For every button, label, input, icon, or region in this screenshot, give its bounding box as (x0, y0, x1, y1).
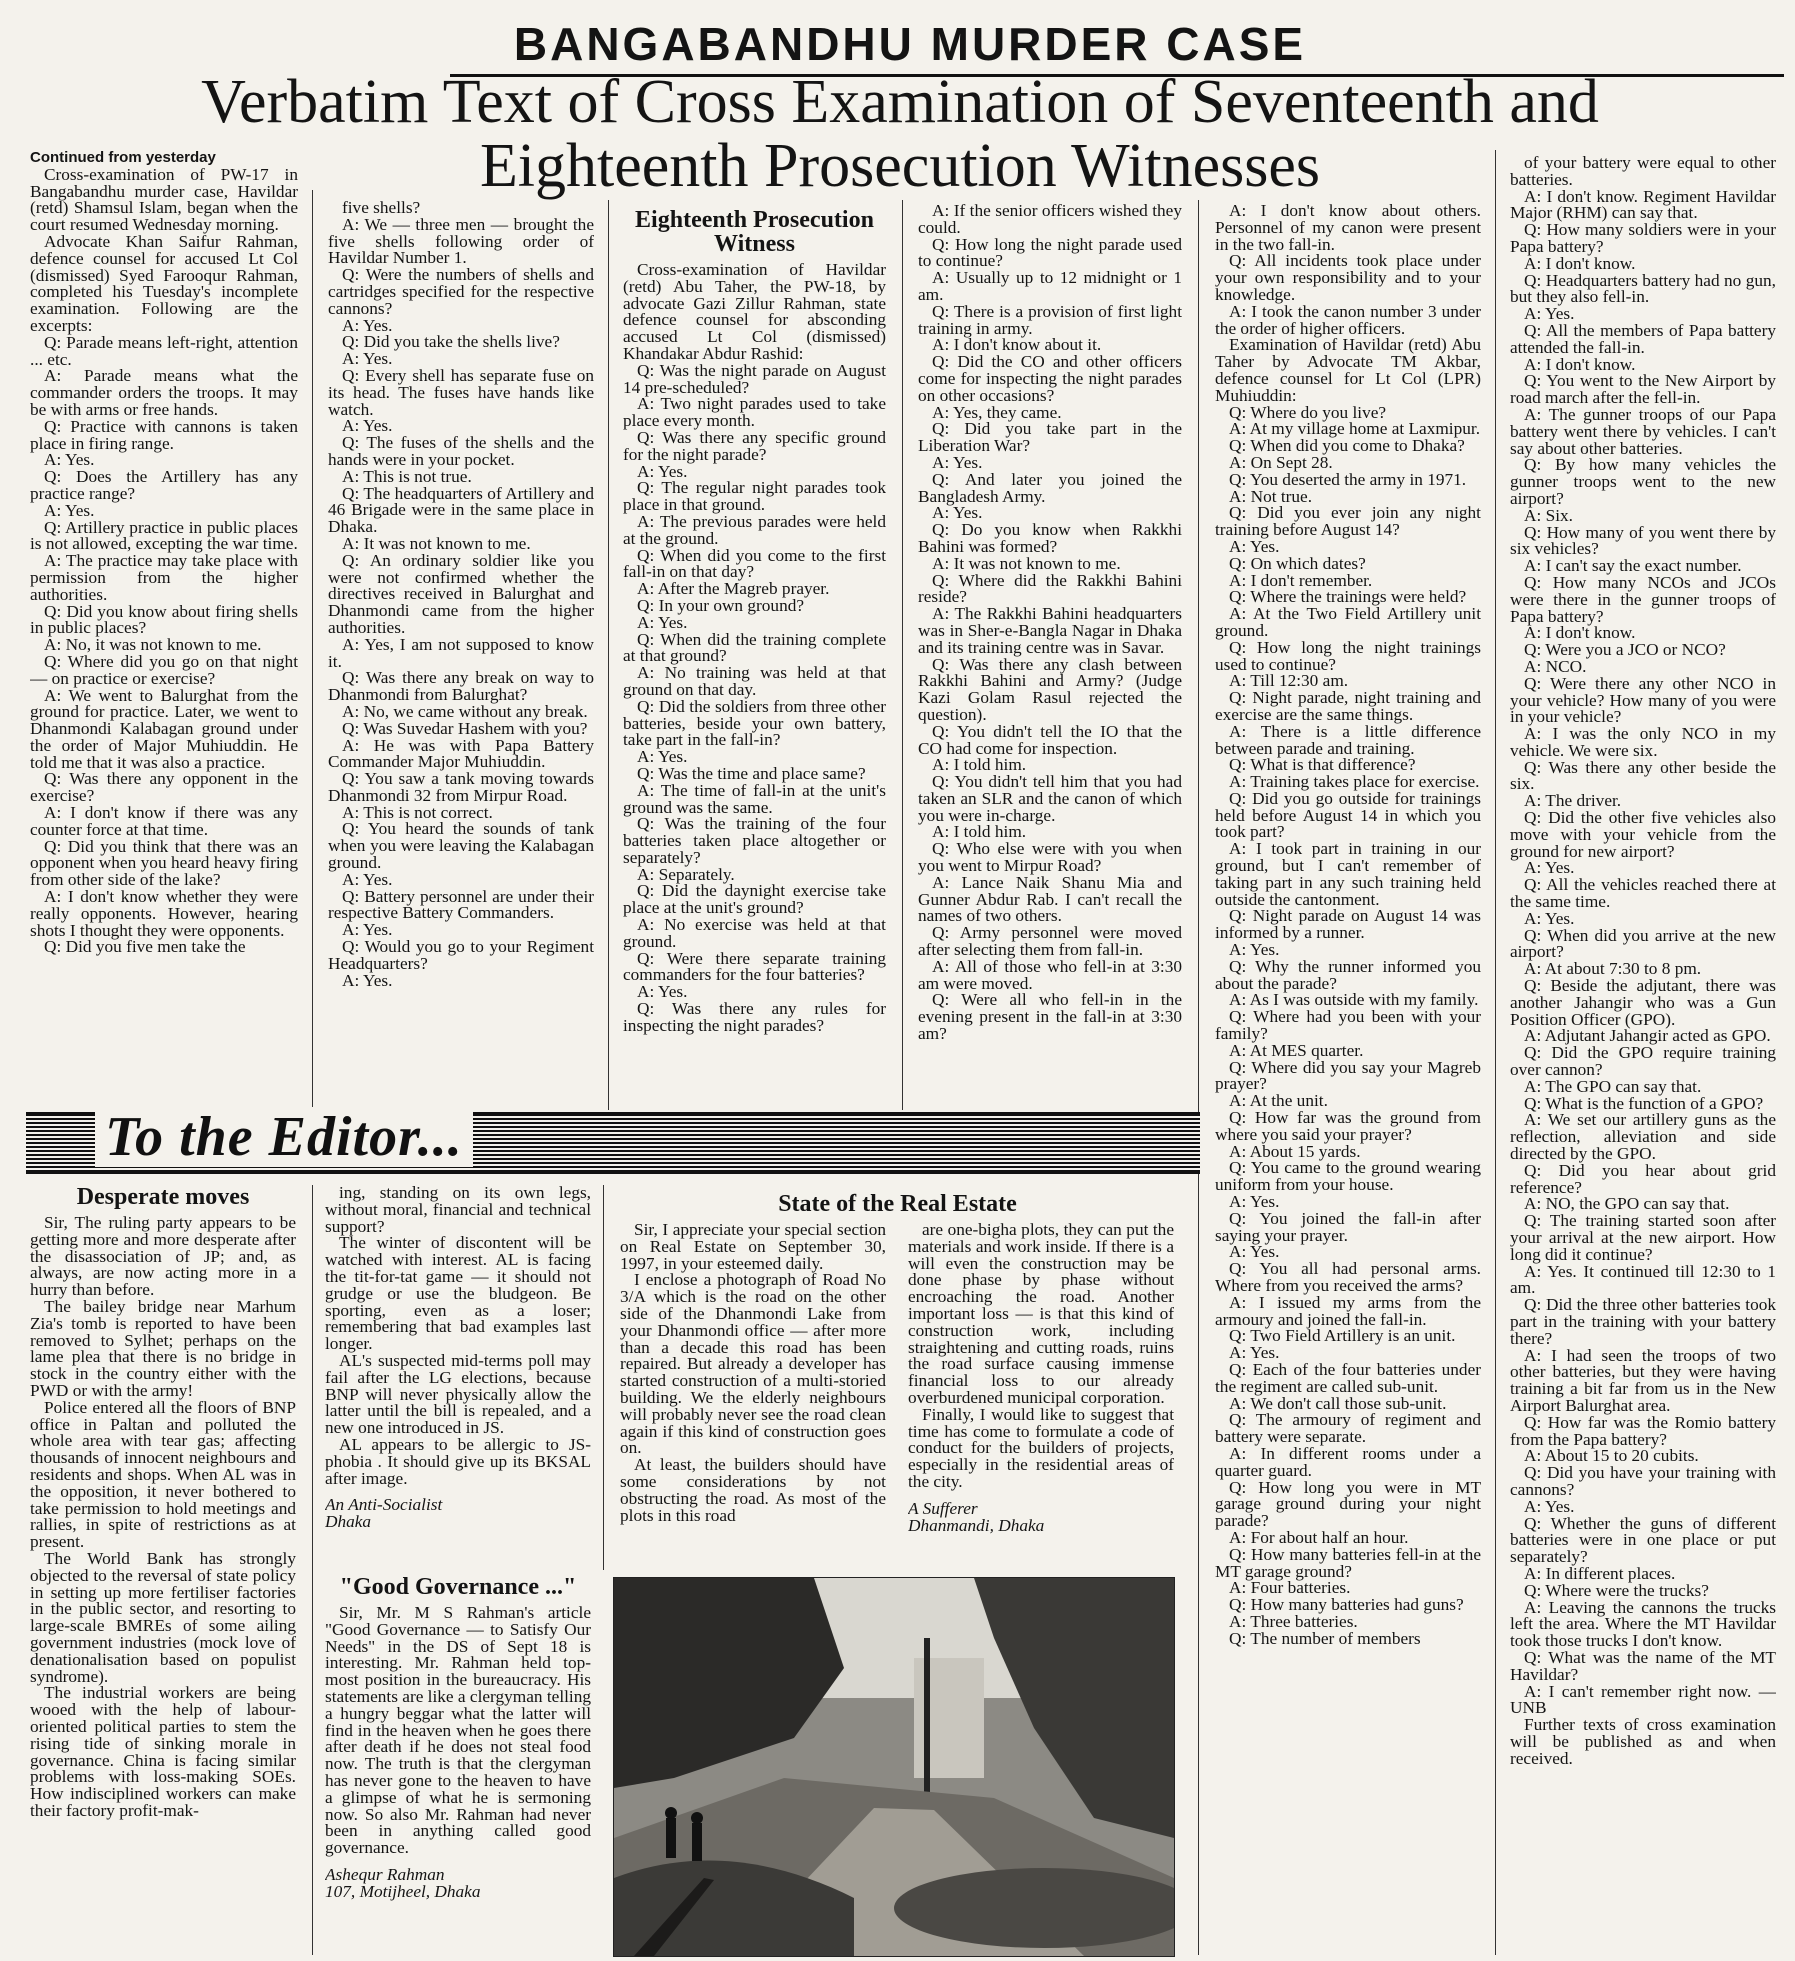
paragraph: Q: All the members of Papa battery attended the fall-in. (1510, 320, 1776, 357)
paragraph: Q: When did you come to the first fall-in on that day? (623, 545, 886, 582)
letter-good-governance (325, 1575, 591, 1955)
paragraph: Q: On which dates? (1229, 553, 1366, 573)
paragraph: Q: How many soldiers were in your Papa battery? (1510, 220, 1776, 256)
paragraph: A: About 15 to 20 cubits. (1524, 1446, 1699, 1466)
paragraph: A: At the Two Field Artillery unit ground. (1215, 604, 1481, 640)
paragraph: Q: When did the training complete at that ground? (623, 629, 886, 666)
paragraph: Q: How many batteries had guns? (1229, 1595, 1464, 1615)
letter-signature: A Sufferer (908, 1498, 978, 1518)
paragraph: Q: When did you come to Dhaka? (1229, 436, 1465, 456)
paragraph: A: Yes. (44, 450, 95, 470)
paragraph: five shells? (342, 200, 421, 217)
paragraph: A: Six. (1524, 505, 1573, 525)
paragraph: Q: In your own ground? (637, 595, 805, 615)
paragraph: Q: How many of you went there by six vehicles? (1510, 522, 1776, 559)
paragraph: A: I don't know. Regiment Havildar Major (RHM) can say that. (1510, 186, 1776, 223)
paragraph: The winter of discontent will be watched with interest. AL is facing the tit-for-tat game — it should not grudge or use the bludgeon. Be sporting, even as a loser; remembering that bad examples last longer. (325, 1233, 591, 1354)
paragraph: Q: Was there any opponent in the exercise? (30, 769, 298, 806)
paragraph: A: I can't say the exact number. (1524, 556, 1742, 576)
paragraph: Q: How long you were in MT garage ground during your night parade? (1215, 1477, 1481, 1531)
paragraph: A: I took the canon number 3 under the order of higher officers. (1215, 301, 1481, 338)
column-rule (902, 200, 903, 1110)
paragraph: A: I don't know whether they were really opponents. However, hearing shots I thought they were opponents. (30, 887, 298, 940)
paragraph: A: The Rakkhi Bahini headquarters was in Sher-e-Bangla Nagar in Dhaka and its training centre was in Savar. (918, 604, 1182, 657)
editor-banner-title: To the Editor... (95, 1107, 473, 1167)
paragraph: Q: Were there separate training commanders for the four batteries? (623, 948, 886, 985)
paragraph: Q: Where did the Rakkhi Bahini reside? (918, 570, 1182, 607)
paragraph: A: The gunner troops of our Papa battery went there by vehicles. I can't say about other batteries. (1510, 404, 1776, 458)
paragraph: I enclose a photograph of Road No 3/A which is the road on the other side of the Dhanmondi Lake from your Dhanmondi office — after more than a decade this road has been repaired. But already a developer has started construction of a multi-storied building. We the elderly neighbours will probably never see the road clean again if this kind of construction goes on. (620, 1270, 886, 1458)
paragraph: A: Yes. (1229, 536, 1280, 556)
paragraph: Q: How long the night trainings used to continue? (1215, 637, 1481, 674)
road-photograph (613, 1577, 1175, 1957)
paragraph: A: We set our artillery guns as the reflection, alleviation and side directed by the GPO. (1510, 1110, 1776, 1164)
paragraph: Q: Artillery practice in public places is not allowed, excepting the war time. (30, 517, 298, 554)
paragraph: Q: Were you a JCO or NCO? (1524, 640, 1726, 660)
paragraph: Q: Would you go to your Regiment Headquarters? (328, 937, 594, 973)
letter-place: 107, Motijheel, Dhaka (325, 1881, 481, 1901)
paragraph: Q: What is the function of a GPO? (1524, 1093, 1764, 1113)
paragraph: A: The GPO can say that. (1524, 1076, 1702, 1096)
paragraph: A: Yes. (1524, 858, 1575, 878)
paragraph: A: After the Magreb prayer. (637, 579, 830, 599)
paragraph: A: I had seen the troops of two other batteries, but they were having training a bit far from us in the New Airport Balurghat area. (1510, 1345, 1776, 1415)
letter-signature: Ashequr Rahman (325, 1864, 445, 1884)
paragraph: Q: Two Field Artillery is an unit. (1229, 1326, 1456, 1346)
paragraph: Q: The regular night parades took place in that ground. (623, 478, 886, 515)
paragraph: A: Yes. (1524, 908, 1575, 928)
paragraph: Q: You saw a tank moving towards Dhanmondi 32 from Mirpur Road. (328, 769, 594, 805)
paragraph: Q: Do you know when Rakkhi Bahini was formed? (918, 520, 1182, 556)
paragraph: A: About 15 yards. (1229, 1141, 1361, 1161)
paragraph: A: Usually up to 12 midnight or 1 am. (918, 268, 1182, 304)
paragraph: A: Yes, they came. (932, 402, 1062, 422)
paragraph: Q: You didn't tell the IO that the CO had come for inspection. (918, 721, 1182, 758)
paragraph: Finally, I would like to suggest that time has come to formulate a code of conduct for the builders of projects, especially in the residential areas of the city. (908, 1404, 1174, 1491)
paragraph: ing, standing on its own legs, without moral, financial and technical support? (325, 1185, 591, 1236)
column-rule (1198, 200, 1199, 1955)
paragraph: A: Yes. (637, 461, 688, 481)
paragraph: Cross-examination of PW-17 in Bangabandhu murder case, Havildar (retd) Shamsul Islam, began when the court resumed Wednesday morning. (30, 164, 298, 235)
paragraph: A: There is a little difference between parade and training. (1215, 721, 1481, 758)
paragraph: A: The practice may take place with permission from the higher authorities. (30, 551, 298, 604)
paragraph: Q: Did you five men take the (44, 937, 246, 957)
paragraph: AL appears to be allergic to JS-phobia . It should give up its BKSAL after image. (325, 1434, 591, 1488)
letter-desperate-moves (30, 1185, 296, 1955)
paragraph: A: Yes. (342, 920, 393, 940)
paragraph: Q: Where did you say your Magreb prayer? (1215, 1057, 1481, 1094)
paragraph: Q: Was there any other beside the six. (1510, 757, 1776, 794)
paragraph: Q: Night parade, night training and exercise are the same things. (1215, 688, 1481, 724)
paragraph: Q: Was Suvedar Hashem with you? (342, 718, 588, 738)
paragraph: Cross-examination of Havildar (retd) Abu Taher, the PW-18, by advocate Gazi Zillur Rahman, state defence counsel for absconding accused Lt Col (dismissed) Khandakar Abdur Rashid: (623, 260, 886, 363)
paragraph: Q: Were there any other NCO in your vehicle? How many of you were in your vehicle? (1510, 673, 1776, 727)
paragraph: A: Yes. (932, 503, 983, 523)
column-rule (1495, 150, 1496, 1955)
paragraph: Q: Every shell has separate fuse on its head. The fuses have hands like watch. (328, 365, 594, 419)
paragraph: A: Yes. (44, 500, 95, 520)
paragraph: A: I told him. (932, 755, 1027, 775)
paragraph: Q: Was the night parade on August 14 pre-scheduled? (623, 360, 886, 397)
paragraph: Q: Did you think that there was an opponent when you heard heavy firing from other side of the lake? (30, 836, 298, 890)
paragraph: A: Yes. (1229, 1242, 1280, 1262)
paragraph: Q: The number of members (1229, 1628, 1421, 1648)
paragraph: Q: And later you joined the Bangladesh Army. (918, 469, 1182, 506)
letter-signature: An Anti-Socialist (325, 1495, 443, 1515)
article-column-6 (1510, 155, 1776, 1955)
paragraph: AL's suspected mid-terms poll may fail after the LG elections, because BNP will never physically allow the latter until the bill is repealed, and a new one introduced in JS. (325, 1350, 591, 1438)
paragraph: A: Yes. (1229, 1343, 1280, 1363)
paragraph: Q: Beside the adjutant, there was another Jahangir who was a Gun Position Officer (GPO). (1510, 976, 1776, 1029)
paragraph: Q: You didn't tell him that you had taken an SLR and the canon of which you were in-charge. (918, 772, 1182, 825)
paragraph: A: Yes. (1229, 940, 1280, 960)
paragraph: Q: Army personnel were moved after selecting them from fall-in. (918, 923, 1182, 960)
paragraph: Q: An ordinary soldier like you were not confirmed whether the directives received in Balurghat and Dhanmondi came from the higher authorities. (328, 550, 594, 637)
paragraph: Q: Where do you live? (1229, 402, 1387, 422)
paragraph: A: As I was outside with my family. (1229, 990, 1479, 1010)
paragraph: A: For about half an hour. (1229, 1527, 1409, 1547)
paragraph: Advocate Khan Saifur Rahman, defence counsel for accused Lt Col (dismissed) Syed Farooqur Rahman, completed his Tuesday's incomplete examination. Following are the excerpts: (30, 231, 298, 335)
article-column-1 (30, 150, 298, 1112)
paragraph: A: Yes. (1229, 1192, 1280, 1212)
paragraph: Q: Where had you been with your family? (1215, 1007, 1481, 1044)
paragraph: A: I don't know. (1524, 354, 1636, 374)
paragraph: Q: Did you ever join any night training before August 14? (1215, 503, 1481, 540)
paragraph: A: The previous parades were held at the ground. (623, 511, 886, 548)
paragraph: Q: Where did you go on that night — on practice or exercise? (30, 651, 298, 688)
paragraph: A: All of those who fell-in at 3:30 am were moved. (918, 956, 1182, 993)
paragraph: A: Yes. (932, 452, 983, 472)
paragraph: are one-bigha plots, they can put the materials and work inside. If there is a will even the construction may be done phase by phase without encroaching the road. Another important loss — is that this kind of construction work, including straightening and cutting roads, ruins the road surface causing immense financial loss to our already overburdened municipal corporation. (908, 1222, 1174, 1407)
paragraph: A: Yes. (1524, 1496, 1575, 1516)
paragraph: Q: How many batteries fell-in at the MT garage ground? (1215, 1544, 1481, 1581)
paragraph: A: Yes. (342, 970, 393, 990)
column-rule (603, 1185, 604, 1570)
paragraph: A: This is not correct. (342, 802, 493, 822)
paragraph: A: It was not known to me. (932, 553, 1121, 573)
paragraph: Q: Where were the trucks? (1524, 1580, 1709, 1600)
paragraph: A: It was not known to me. (342, 533, 531, 553)
paragraph: A: Adjutant Jahangir acted as GPO. (1524, 1026, 1771, 1046)
letter-title: "Good Governance ..." (339, 1575, 577, 1600)
letter-place: Dhanmandi, Dhaka (908, 1515, 1045, 1535)
paragraph: The World Bank has strongly objected to the reversal of state policy in setting up more fertiliser factories in the public sector, and resorting to large-scale BMREs of some ailing government industries (mock love of denationalisation based on populist syndrome). (30, 1548, 296, 1686)
paragraph: Q: Was there any specific ground for the night parade? (623, 427, 886, 464)
paragraph: A: No exercise was held at that ground. (623, 915, 886, 951)
paragraph: Q: Were the numbers of shells and cartridges specified for the respective cannons? (328, 265, 594, 318)
paragraph: A: Till 12:30 am. (1229, 671, 1349, 691)
paragraph: Q: What is that difference? (1229, 755, 1416, 775)
paragraph: Q: Did the three other batteries took part in the training with your battery there? (1510, 1295, 1776, 1348)
paragraph: A: I told him. (932, 822, 1027, 842)
paragraph: Q: Battery personnel are under their respective Battery Commanders. (328, 886, 594, 923)
paragraph: Q: Night parade on August 14 was informed by a runner. (1215, 906, 1481, 943)
letter-title: Desperate moves (76, 1185, 250, 1210)
paragraph: A: Yes. (637, 982, 688, 1002)
paragraph: Q: Was there any break on way to Dhanmondi from Balurghat? (328, 668, 594, 705)
paragraph: A: Not true. (1229, 486, 1313, 506)
paragraph: Q: The fuses of the shells and the hands were in your pocket. (328, 433, 594, 469)
paragraph: A: Yes. (1524, 304, 1575, 324)
paragraph: A: I don't know if there was any counter force at that time. (30, 803, 298, 839)
paragraph: Q: Was there any clash between Rakkhi Bahini and Army? (Judge Kazi Golam Rasul rejected the question). (918, 654, 1182, 724)
paragraph: Q: The training started soon after your arrival at the new airport. How long did it continue? (1510, 1211, 1776, 1264)
paragraph: Q: Who else were with you when you went to Mirpur Road? (918, 839, 1182, 876)
paragraph: The bailey bridge near Marhum Zia's tomb is reported to have been removed to Sylhet; perhaps on the lame plea that there is no bridge in stock in the country either with the PWD or with the army! (30, 1296, 296, 1400)
paragraph: Q: You joined the fall-in after saying your prayer. (1215, 1208, 1481, 1245)
paragraph: A: Lance Naik Shanu Mia and Gunner Abdur Rab. I can't recall the names of two others. (918, 872, 1182, 926)
paragraph: A: We — three men — brought the five shells following order of Havildar Number 1. (328, 214, 594, 268)
paragraph: Q: You came to the ground wearing uniform from your house. (1215, 1158, 1481, 1195)
paragraph: A: Yes. (342, 315, 393, 335)
paragraph: Q: Did you have your training with cannons? (1510, 1463, 1776, 1499)
paragraph: A: Yes, I am not supposed to know it. (328, 634, 594, 671)
paragraph: Q: Practice with cannons is taken place in firing range. (30, 416, 298, 453)
paragraph: Q: Was the training of the four batteries taken place altogether or separately? (623, 814, 886, 867)
paragraph: Q: How far was the Romio battery from the Papa battery? (1510, 1412, 1776, 1449)
letter-desperate-moves-continued (325, 1185, 591, 1580)
paragraph: The industrial workers are being wooed with the help of labour-oriented political parties to stem the rising tide of sinking morale in governance. China is facing similar problems with loss-making SOEs. How indisciplined workers can make their factory profit-mak- (30, 1683, 296, 1820)
paragraph: Q: All incidents took place under your own responsibility and to your knowledge. (1215, 251, 1481, 304)
paragraph: A: I can't remember right now. — UNB (1510, 1681, 1776, 1718)
paragraph: A: NCO. (1524, 656, 1587, 676)
paragraph: Q: How many NCOs and JCOs were there in the gunner troops of Papa battery? (1510, 572, 1776, 626)
paragraph: A: Yes. (637, 747, 688, 767)
paragraph: A: We went to Balurghat from the ground for practice. Later, we went to Dhanmondi Kalabagan ground under the order of Major Muhiuddin. He told me that it was also a practice. (30, 685, 298, 772)
paragraph: A: Four batteries. (1229, 1578, 1351, 1598)
paragraph: A: Separately. (637, 864, 735, 884)
paragraph: A: I issued my arms from the armoury and joined the fall-in. (1215, 1292, 1481, 1329)
paragraph: A: Training takes place for exercise. (1229, 772, 1480, 792)
paragraph: Q: By how many vehicles the gunner troops went to the new airport? (1510, 455, 1776, 508)
paragraph: Q: Parade means left-right, attention ... etc. (30, 332, 298, 369)
paragraph: Q: Did the daynight exercise take place at the unit's ground? (623, 881, 886, 918)
letter-real-estate-continued (908, 1222, 1174, 1572)
paragraph: A: Yes. (637, 612, 688, 632)
paragraph: Q: Did the other five vehicles also move with your vehicle from the ground for new airport? (1510, 808, 1776, 861)
paragraph: A: I don't know about others. Personnel of my canon were present in the two fall-in. (1215, 203, 1481, 254)
paragraph: Q: Whether the guns of different batteries were in one place or put separately? (1510, 1513, 1776, 1567)
letter-title-real-estate: State of the Real Estate (778, 1191, 1017, 1217)
paragraph: A: Three batteries. (1229, 1611, 1358, 1631)
main-headline: Verbatim Text of Cross Examination of Seventeenth and Eighteenth Prosecution Witnesses (201, 68, 1599, 200)
paragraph: Sir, Mr. M S Rahman's article "Good Governance — to Satisfy Our Needs" in the DS of Sept 18 is interesting. Mr. Rahman held top-most position in the bureaucracy. His statements are like a clergyman telling a hungry beggar what the latter will find in the heaven when he goes there after death if he does not steal food now. The truth is that the clergyman has never gone to the heaven to have a glimpse of what he is sermoning now. So also Mr. Rahman had never been in anything called good governance. (325, 1603, 591, 1858)
paragraph: A: I don't know. (1524, 253, 1636, 273)
paragraph: Q: Did the CO and other officers come for inspecting the night parades on other occasions? (918, 352, 1182, 405)
paragraph: A: Yes. (342, 869, 393, 889)
paragraph: At least, the builders should have some considerations by not obstructing the road. As most of the plots in this road (620, 1455, 886, 1525)
letter-real-estate (620, 1222, 886, 1572)
kicker-heading: BANGABANDHU MURDER CASE (513, 18, 1307, 70)
paragraph: A: No, we came without any break. (342, 701, 588, 721)
paragraph: Q: There is a provision of first light training in army. (918, 301, 1182, 338)
paragraph: A: At about 7:30 to 8 pm. (1524, 959, 1702, 979)
paragraph: A: Yes. (342, 416, 393, 436)
paragraph: A: Yes. It continued till 12:30 to 1 am. (1510, 1261, 1776, 1298)
paragraph: A: NO, the GPO can say that. (1524, 1194, 1730, 1214)
article-column-2 (328, 200, 594, 1112)
paragraph: Continued from yesterday (30, 150, 216, 166)
paragraph: Q: Did you hear about grid reference? (1510, 1160, 1776, 1197)
paragraph: of your battery were equal to other batteries. (1510, 155, 1776, 189)
paragraph: A: At MES quarter. (1229, 1040, 1364, 1060)
paragraph: Further texts of cross examination will be published as and when received. (1510, 1715, 1776, 1768)
paragraph: A: At the unit. (1229, 1091, 1328, 1111)
paragraph: Sir, The ruling party appears to be getting more and more desperate after the disassociation of JP; and, as always, are now acting more in a hurry than before. (30, 1213, 296, 1300)
paragraph: A: No training was held at that ground on that day. (623, 663, 886, 699)
paragraph: Q: Does the Artillery has any practice range? (30, 467, 298, 503)
paragraph: Q: All the vehicles reached there at the same time. (1510, 875, 1776, 912)
paragraph: Q: Did you take part in the Liberation War? (918, 419, 1182, 456)
paragraph: A: In different rooms under a quarter guard. (1215, 1443, 1481, 1480)
paragraph: A: Two night parades used to take place every month. (623, 394, 886, 431)
column-rule (312, 190, 313, 1110)
article-column-5 (1215, 203, 1481, 1955)
paragraph: A: This is not true. (342, 466, 472, 486)
letter-place: Dhaka (325, 1512, 372, 1532)
paragraph: Q: Why the runner informed you about the parade? (1215, 956, 1481, 993)
paragraph: A: I don't remember. (1229, 570, 1373, 590)
paragraph: A: At my village home at Laxmipur. (1229, 419, 1481, 439)
paragraph: A: If the senior officers wished they could. (918, 203, 1182, 237)
paragraph: Q: The armoury of regiment and battery were separate. (1215, 1410, 1481, 1447)
paragraph: A: I don't know. (1524, 623, 1636, 643)
paragraph: Q: Did you take the shells live? (342, 332, 560, 352)
paragraph: A: Yes. (342, 349, 393, 369)
paragraph: Q: Where the trainings were held? (1229, 587, 1467, 607)
paragraph: Q: Were all who fell-in in the evening present in the fall-in at 3:30 am? (918, 990, 1182, 1044)
paragraph: Q: The headquarters of Artillery and 46 Brigade were in the same place in Dhaka. (328, 483, 594, 537)
column-rule (608, 200, 609, 1110)
paragraph: A: No, it was not known to me. (44, 635, 262, 655)
article-column-3 (623, 208, 886, 1112)
paragraph: A: I was the only NCO in my vehicle. We were six. (1510, 724, 1776, 760)
paragraph: Q: What was the name of the MT Havildar? (1510, 1647, 1776, 1684)
paragraph: Q: Was the time and place same? (637, 763, 866, 783)
paragraph: Q: Did you know about firing shells in public places? (30, 601, 298, 638)
road-photo-illustration (614, 1578, 1174, 1956)
paragraph: Q: How far was the ground from where you said your prayer? (1215, 1108, 1481, 1144)
paragraph: A: The driver. (1524, 791, 1622, 811)
paragraph: A: The time of fall-in at the unit's ground was the same. (623, 780, 886, 817)
paragraph: Q: You deserted the army in 1971. (1229, 469, 1467, 489)
paragraph: A: On Sept 28. (1229, 452, 1333, 472)
paragraph: Q: Each of the four batteries under the regiment are called sub-unit. (1215, 1359, 1481, 1396)
paragraph: Q: When did you arrive at the new airport? (1510, 925, 1776, 962)
paragraph: Q: You went to the New Airport by road march after the fell-in. (1510, 371, 1776, 408)
paragraph: A: I took part in training in our ground, but I can't remember of taking part in any such training held outside the cantonment. (1215, 839, 1481, 909)
paragraph: Q: How long the night parade used to continue? (918, 234, 1182, 271)
paragraph: Q: Was there any rules for inspecting the night parades? (623, 999, 886, 1035)
paragraph: A: He was with Papa Battery Commander Major Muhiuddin. (328, 735, 594, 772)
witness-subheading: Eighteenth Prosecution Witness (635, 208, 874, 257)
paragraph: A: In different places. (1524, 1563, 1676, 1583)
paragraph: Q: You heard the sounds of tank when you were leaving the Kalabagan ground. (328, 819, 594, 873)
paragraph: A: Parade means what the commander orders the troops. It may be with arms or free hands. (30, 366, 298, 419)
article-column-4 (918, 203, 1182, 1112)
paragraph: Q: Did you go outside for trainings held before August 14 in which you took part? (1215, 788, 1481, 842)
paragraph: Q: Headquarters battery had no gun, but they also fell-in. (1510, 270, 1776, 307)
paragraph: A: I don't know about it. (932, 335, 1102, 355)
paragraph: Q: Did the GPO require training over cannon? (1510, 1043, 1776, 1080)
paragraph: Q: Did the soldiers from three other batteries, beside your own battery, take part in the fall-in? (623, 696, 886, 750)
paragraph: A: We don't call those sub-unit. (1229, 1393, 1447, 1413)
paragraph: Police entered all the floors of BNP office in Paltan and polluted the whole area with tear gas; affecting thousands of innocent neighbours and residents and shops. When AL was in the opposition, it never bothered to take permission to hold meetings and rallies, in spite of restrictions as at present. (30, 1397, 296, 1552)
paragraph: Examination of Havildar (retd) Abu Taher by Advocate TM Akbar, defence counsel for Lt Col (LPR) Muhiuddin: (1215, 335, 1481, 405)
paragraph: Q: You all had personal arms. Where from you received the arms? (1215, 1259, 1481, 1295)
paragraph: A: Leaving the cannons the trucks left the area. Where the MT Havildar took those trucks I don't know. (1510, 1597, 1776, 1651)
paragraph: Sir, I appreciate your special section on Real Estate on September 30, 1997, in your esteemed daily. (620, 1222, 886, 1273)
column-rule (312, 1185, 313, 1955)
